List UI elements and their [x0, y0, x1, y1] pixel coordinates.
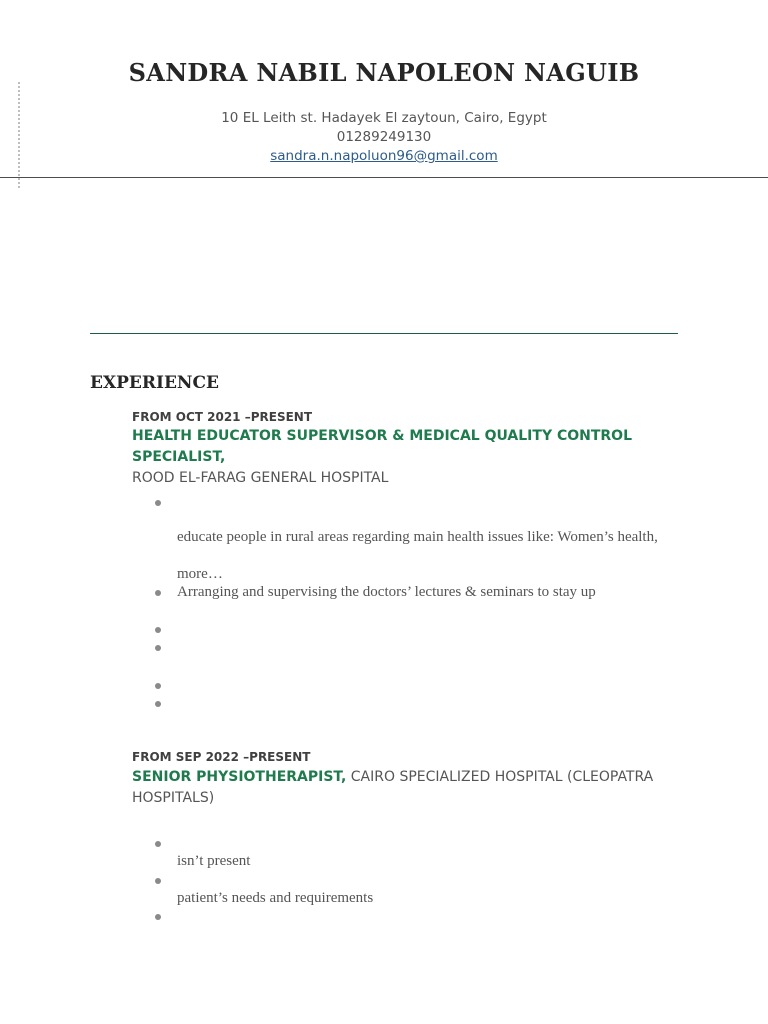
job-heading — [132, 426, 672, 489]
bullet-point — [155, 590, 161, 596]
email-line — [0, 148, 768, 164]
section-heading-experience: EXPERIENCE — [90, 373, 219, 393]
job-date: FROM SEP 2022 –PRESENT — [132, 750, 311, 764]
email-link[interactable]: sandra.n.napoluon96@gmail.com — [270, 148, 498, 164]
job-employer: ROOD EL-FARAG GENERAL HOSPITAL — [132, 470, 389, 486]
bullet-text: more… — [177, 566, 223, 582]
header-divider — [0, 177, 768, 178]
bullet-point — [155, 683, 161, 689]
bullet-text: isn’t present — [177, 853, 251, 869]
bullet-point — [155, 645, 161, 651]
section-divider — [90, 333, 678, 334]
candidate-name: SANDRA NABIL NAPOLEON NAGUIB — [128, 58, 640, 87]
job-title: HEALTH EDUCATOR SUPERVISOR & MEDICAL QUALITY CONTROL SPECIALIST, — [132, 428, 633, 465]
phone-number: 01289249130 — [336, 129, 432, 145]
bullet-point — [155, 500, 161, 506]
bullet-point — [155, 878, 161, 884]
job-heading — [132, 767, 672, 809]
job-employer: CAIRO SPECIALIZED HOSPITAL (CLEOPATRA HOSPITALS) — [132, 769, 654, 806]
bullet-point — [155, 914, 161, 920]
job-title: SENIOR PHYSIOTHERAPIST, — [132, 769, 347, 785]
bullet-text: patient’s needs and requirements — [177, 890, 374, 906]
bullet-point — [155, 841, 161, 847]
bullet-point — [155, 627, 161, 633]
job-date: FROM OCT 2021 –PRESENT — [132, 410, 313, 424]
bullet-text: Arranging and supervising the doctors’ lectures & seminars to stay up — [177, 584, 596, 600]
bullet-text: educate people in rural areas regarding main health issues like: Women’s health, — [177, 529, 658, 545]
address: 10 EL Leith st. Hadayek El zaytoun, Cairo, Egypt — [221, 110, 547, 126]
bullet-point — [155, 701, 161, 707]
